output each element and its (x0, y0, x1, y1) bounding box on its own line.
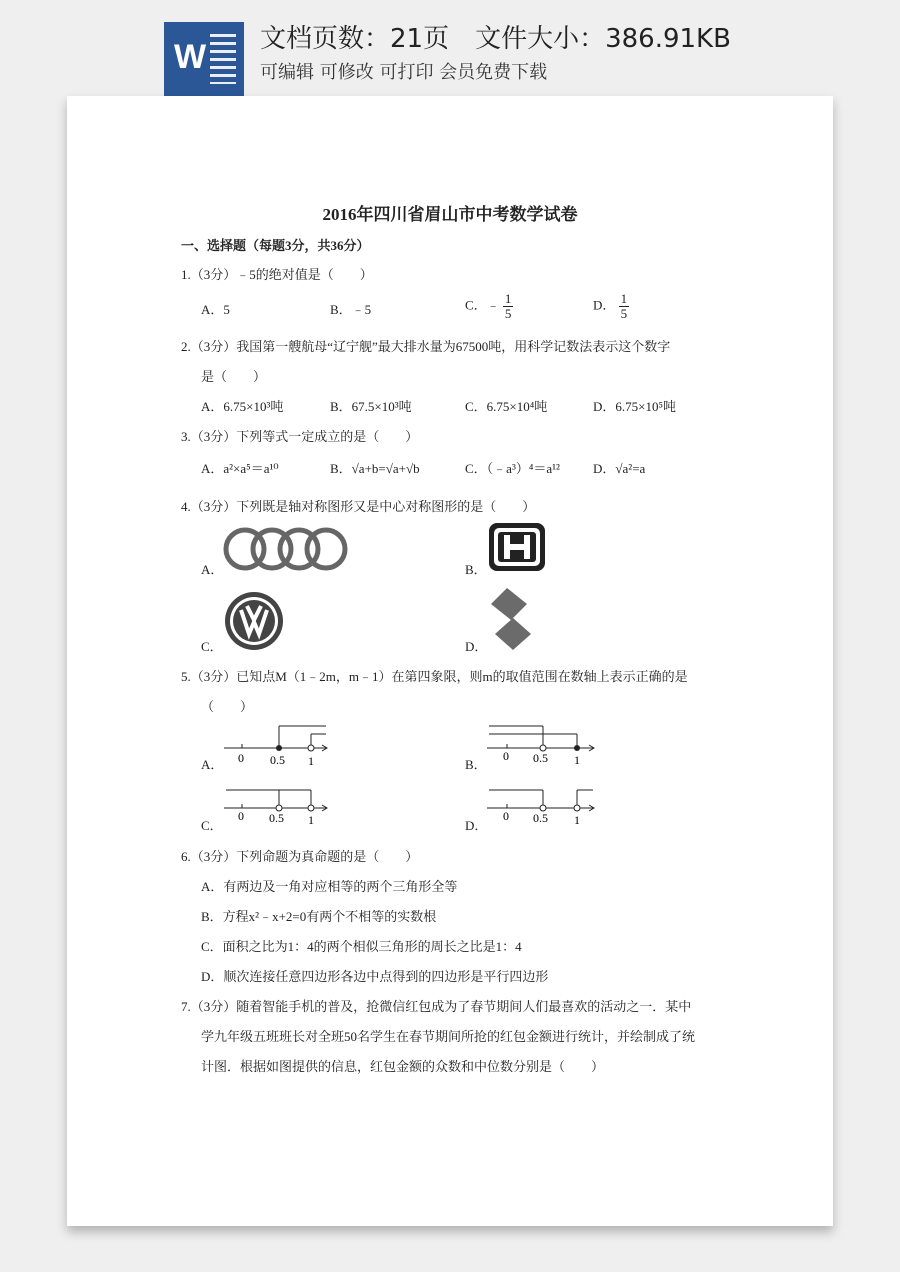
q7-stem-line3: 计图．根据如图提供的信息，红包金额的众数和中位数分别是（ ） (201, 1059, 605, 1074)
tick-label: 0.5 (533, 751, 548, 765)
q4-option-c: C． (201, 639, 223, 654)
number-line-b (485, 720, 600, 770)
q1-option-b: B．﹣5 (330, 302, 372, 317)
q6-option-b: B．方程x²﹣x+2=0有两个不相等的实数根 (201, 909, 437, 924)
tick-label: 0.5 (533, 811, 548, 825)
number-line-d (485, 784, 600, 832)
q2-option-c: C．6.75×10⁴吨 (465, 399, 548, 414)
q3-stem: 3.（3分）下列等式一定成立的是（ ） (181, 429, 419, 444)
tick-label: 0 (238, 809, 244, 823)
tick-label: 1 (574, 753, 580, 767)
tick-label: 1 (574, 813, 580, 827)
tick-label: 0 (503, 809, 509, 823)
q2-option-a: A．6.75×10³吨 (201, 399, 284, 414)
document-page (67, 96, 833, 1226)
q1-stem: 1.（3分）﹣5的绝对值是（ ） (181, 267, 373, 282)
number-line-c (222, 784, 332, 832)
q5-option-a: A． (201, 757, 224, 772)
q7-stem-line1: 7.（3分）随着智能手机的普及，抢微信红包成为了春节期间人们最喜欢的活动之一．某中 (181, 999, 692, 1014)
q2-option-b: B．67.5×10³吨 (330, 399, 412, 414)
q3-option-b: B．√a+b=√a+√b (330, 461, 420, 476)
q3-option-c: C．（﹣a³）⁴＝a¹² (465, 461, 560, 476)
q6-option-d: D．顺次连接任意四边形各边中点得到的四边形是平行四边形 (201, 969, 549, 984)
q4-option-b: B． (465, 562, 487, 577)
q2-stem: 2.（3分）我国第一艘航母“辽宁舰”最大排水量为67500吨，用科学记数法表示这个数字 (181, 339, 671, 354)
q5-option-b: B． (465, 757, 487, 772)
tick-label: 0.5 (270, 753, 285, 767)
tick-label: 0 (503, 749, 509, 763)
tick-label: 0 (238, 751, 244, 765)
section-heading: 一、选择题（每题3分，共36分） (181, 238, 370, 253)
q5-option-c: C． (201, 818, 223, 833)
q5-option-d: D． (465, 818, 488, 833)
q2-stem-cont: 是（ ） (201, 369, 267, 384)
q6-option-c: C．面积之比为1：4的两个相似三角形的周长之比是1：4 (201, 939, 522, 954)
q5-stem: 5.（3分）已知点M（1﹣2m，m﹣1）在第四象限，则m的取值范围在数轴上表示正确的是 (181, 669, 688, 684)
doc-info-subtitle: 可编辑 可修改 可打印 会员免费下载 (260, 62, 548, 83)
doc-info-title: 文档页数：21页 文件大小：386.91KB (260, 24, 731, 54)
suzuki-like-logo (487, 584, 535, 654)
q7-stem-line2: 学九年级五班班长对全班50名学生在春节期间所抢的红包金额进行统计，并绘制成了统 (201, 1029, 696, 1044)
page-title: 2016年四川省眉山市中考数学试卷 (322, 205, 578, 224)
q3-option-a: A．a²×a⁵＝a¹⁰ (201, 461, 279, 476)
fraction: $\frac{1}{5}$ (504, 291, 512, 321)
q3-option-d: D．√a²=a (593, 461, 646, 476)
audi-rings-logo (221, 524, 351, 574)
honda-logo (487, 521, 547, 573)
fraction: $\frac{1}{5}$ (620, 291, 628, 321)
q4-option-a: A． (201, 562, 224, 577)
tick-label: 1 (308, 813, 314, 827)
q4-option-d: D． (465, 639, 488, 654)
volkswagen-logo (223, 590, 285, 652)
word-doc-icon: W (164, 22, 244, 96)
q2-option-d: D．6.75×10⁵吨 (593, 399, 677, 414)
tick-label: 0.5 (269, 811, 284, 825)
q5-stem-cont: （ ） (201, 699, 254, 714)
q6-stem: 6.（3分）下列命题为真命题的是（ ） (181, 849, 419, 864)
q1-option-a: A．5 (201, 302, 230, 317)
number-line-a (222, 720, 332, 770)
tick-label: 1 (308, 754, 314, 768)
q1-option-c: C．﹣ $\frac{1}{5}$ (465, 291, 512, 321)
q6-option-a: A．有两边及一角对应相等的两个三角形全等 (201, 879, 458, 894)
q4-stem: 4.（3分）下列既是轴对称图形又是中心对称图形的是（ ） (181, 499, 536, 514)
q1-option-d: D． $\frac{1}{5}$ (593, 291, 628, 321)
